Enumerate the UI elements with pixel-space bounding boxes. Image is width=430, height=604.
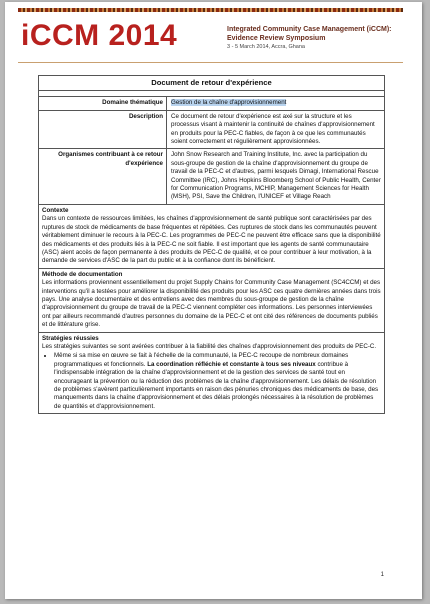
row-value-organisations: John Snow Research and Training Institute, Inc. avec la participation du sous-groupe de gestion de la chaîne d'approvisionnement du groupe de travail de la PEC-C et d'autres, parmi lesquels Dimagi, International Rescue Committee (IRC), Johns Hopkins Bloomberg School of Public Health, Center for Communication Programs, MCHIP, Management Sciences for Health (MSH), PSI, Save the Children, l'UNICEF et Village Reach	[166, 149, 384, 203]
context-text: Dans un contexte de ressources limitées, les chaînes d'approvisionnement de santé publique sont caractérisées par des ruptures de stock de médicaments de base fréquentes et répétées. Ces ruptures de stock dans les communautés peuvent véritablement diminuer le recours à la PEC-C. Les programmes de PEC-C ne peuvent être efficace sans que la disponibilité des médicaments et des produits liés à la PEC-C ne soit fiable. Il est important que les agents de santé communautaire (ASC) aient accès de façon permanente à des produits de PEC-C de qualité, et ce pour contribuer à leur motivation, à la demande de services d'ASC de la part du public et à la confiance dont ils bénéficient.	[42, 215, 381, 265]
decorative-pattern-stripe	[18, 8, 403, 12]
row-label-description: Description	[128, 112, 163, 120]
table-row	[39, 97, 384, 110]
row-label-organisations: Organismes contribuant à ce retour d'expérience	[58, 151, 163, 167]
page-number: 1	[380, 572, 384, 578]
method-heading: Méthode de documentation	[42, 270, 123, 278]
experience-table	[38, 75, 385, 414]
iccm-logo: iCCM 2014	[21, 19, 178, 52]
symposium-title-line-1: Integrated Community Case Management (iCCM):	[227, 26, 392, 33]
context-section	[39, 205, 384, 269]
header-divider	[18, 62, 403, 63]
highlighted-text: Gestion de la chaîne d'approvisionnement	[171, 99, 287, 107]
document-page	[5, 2, 422, 599]
method-section	[39, 269, 384, 333]
row-value-thematic-area	[166, 97, 384, 109]
symposium-header	[227, 25, 407, 51]
list-item	[54, 352, 381, 411]
bullet-lead-text: Même si sa mise en œuvre se fait à l'échelle de la communauté, la PEC-C recoupe de nombreux domaines programmatiques et fonctionnels.	[54, 352, 349, 368]
row-label-thematic-area: Domaine thématique	[102, 99, 163, 107]
row-value-description: Ce document de retour d'expérience est axé sur la structure et les processus visant à maintenir la continuité de chaînes d'approvisionnement en produits pour la PEC-C fiables, de façon à ce que les communautés soient correctement et régulièrement approvisionnées.	[166, 111, 384, 149]
strategies-heading: Stratégies réussies	[42, 334, 99, 342]
strategies-list	[42, 352, 381, 411]
bullet-bold-text: La coordination réfléchie et constante à tous ses niveaux	[147, 360, 316, 368]
strategies-section	[39, 333, 384, 414]
symposium-dates: 3 - 5 March 2014, Accra, Ghana	[227, 44, 305, 50]
bullet-tail-text: contribue à l'indispensable intégration de la chaîne d'approvisionnement et de la gestion des services de santé tout en encourageant la prévention ou la réduction des problèmes de la chaîne d'approvisionnement. Les délais de résolution de problèmes s'avèrent particulièrement importants en raison des pénuries chroniques des médicaments de base, des manquements dans la chaîne d'approvisionnement et des délais prolongés nécessaires à la résolution de problèmes de quantités et d'approvisionnement.	[54, 360, 379, 410]
table-row	[39, 149, 384, 204]
symposium-title-line-2: Evidence Review Symposium	[227, 35, 326, 42]
table-row	[39, 111, 384, 150]
context-heading: Contexte	[42, 206, 69, 214]
document-title: Document de retour d'expérience	[39, 76, 384, 91]
strategies-intro: Les stratégies suivantes se sont avérées contribuer à la fiabilité des chaînes d'approvisionnement des produits de PEC-C.	[42, 342, 377, 350]
method-text: Les informations proviennent essentiellement du projet Supply Chains for Community Case Management (SC4CCM) et des interventions qu'il a testées pour améliorer la disponibilité des produits pour les ASC ces quatre dernières années dans trois pays. Une analyse documentaire et des entretiens avec des membres du sous-groupe de gestion de la chaîne d'approvisionnement du groupe de travail de la PEC-C viennent compléter ces informations. Les personnes interviewées ont par ailleurs recommandé d'autres personnes du domaine de la PEC-C et ont cité des références de documents publiés et de littérature grise.	[42, 279, 381, 329]
